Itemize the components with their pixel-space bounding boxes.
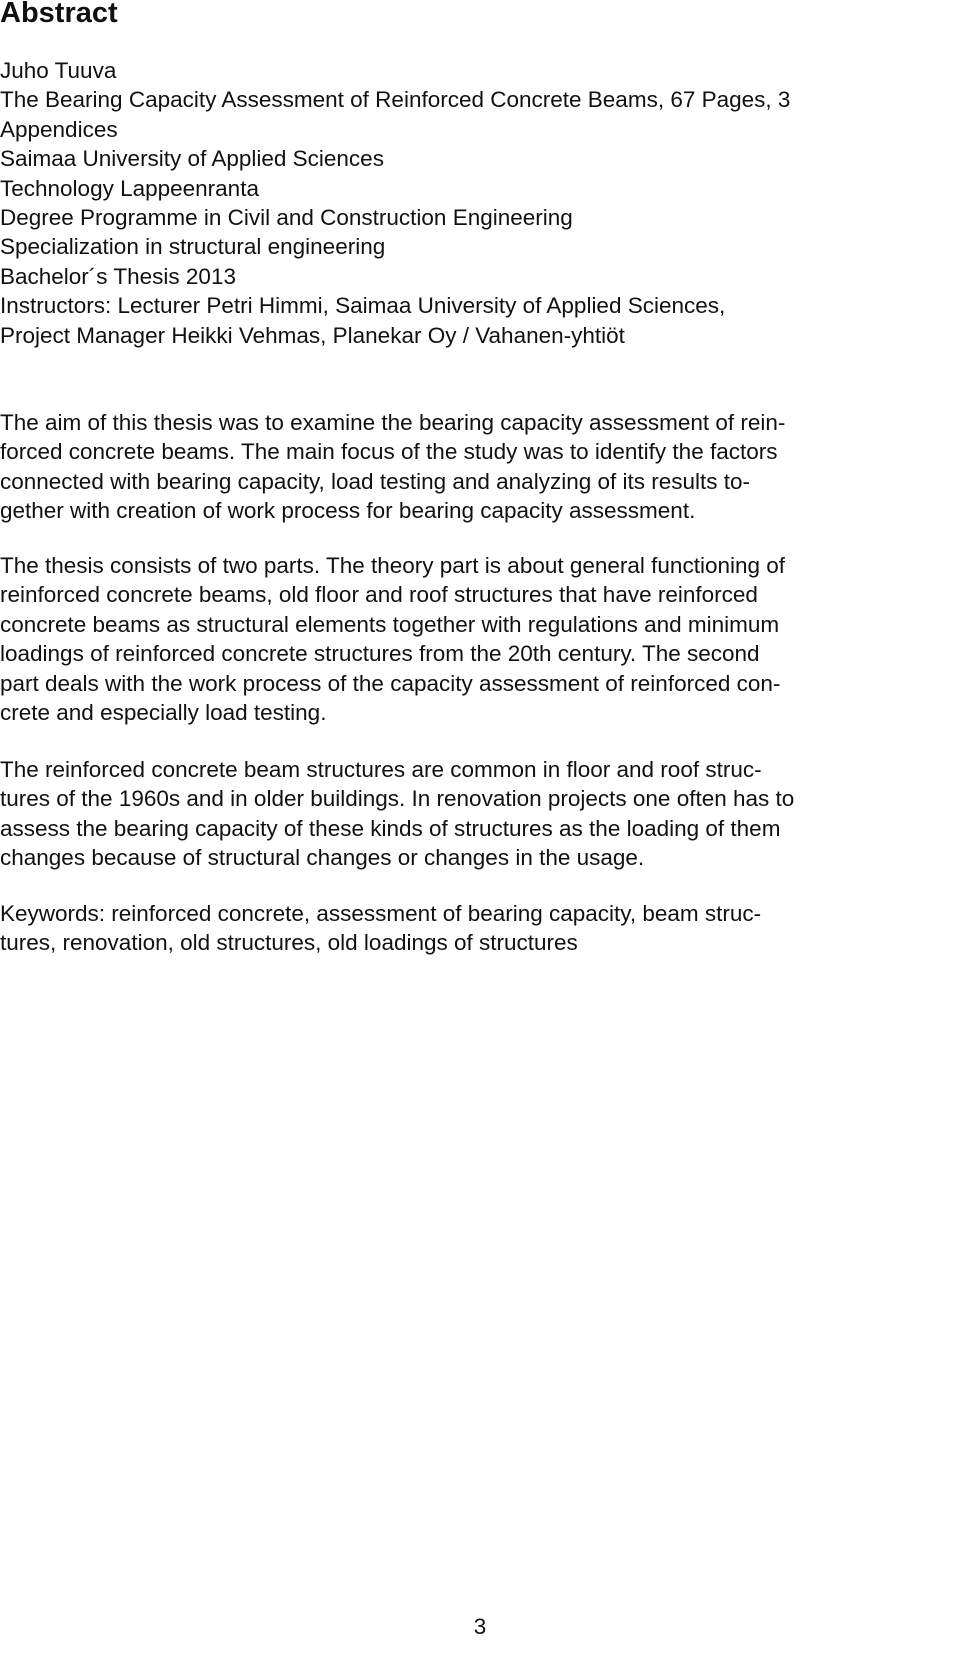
paragraph-line: tures, renovation, old structures, old loadings of structures [0, 930, 578, 956]
paragraph-line: part deals with the work process of the capacity assessment of reinforced con- [0, 670, 781, 696]
university-line: Saimaa University of Applied Sciences [0, 146, 384, 172]
paragraph-line: Keywords: reinforced concrete, assessment of bearing capacity, beam struc- [0, 901, 762, 926]
paragraph-line: gether with creation of work process for bearing capacity assessment. [0, 498, 696, 524]
specialization-line: Specialization in structural engineering [0, 234, 386, 260]
paragraph-line: loadings of reinforced concrete structures from the 20th century. The second [0, 641, 760, 667]
paragraph-line: forced concrete beams. The main focus of the study was to identify the factors [0, 439, 778, 465]
paragraph-line: tures of the 1960s and in older buildings. In renovation projects one often has to [0, 786, 795, 812]
thesis-title-line: The Bearing Capacity Assessment of Reinforced Concrete Beams, 67 Pages, 3 [0, 87, 791, 113]
paragraph-line: The aim of this thesis was to examine the bearing capacity assessment of rein- [0, 410, 786, 435]
keywords-paragraph [0, 899, 930, 958]
page-title: Abstract [0, 0, 118, 29]
thesis-type-line: Bachelor´s Thesis 2013 [0, 263, 236, 289]
paragraph-line: assess the bearing capacity of these kinds of structures as the loading of them [0, 815, 781, 841]
abstract-paragraph-structure [0, 551, 930, 727]
paragraph-line: connected with bearing capacity, load testing and analyzing of its results to- [0, 468, 751, 494]
instructors-line: Instructors: Lecturer Petri Himmi, Saimaa University of Applied Sciences, [0, 293, 726, 319]
faculty-line: Technology Lappeenranta [0, 175, 259, 201]
paragraph-line: concrete beams as structural elements together with regulations and minimum [0, 611, 780, 637]
degree-programme-line: Degree Programme in Civil and Construction Engineering [0, 205, 573, 231]
abstract-paragraph-aim [0, 408, 930, 526]
thesis-info-block [0, 56, 930, 350]
paragraph-line: The thesis consists of two parts. The theory part is about general functioning of [0, 553, 786, 578]
instructors-line-cont: Project Manager Heikki Vehmas, Planekar Oy / Vahanen-yhtiöt [0, 322, 625, 348]
paragraph-line: changes because of structural changes or changes in the usage. [0, 845, 645, 871]
paragraph-line: The reinforced concrete beam structures are common in floor and roof struc- [0, 757, 762, 782]
page-number: 3 [473, 1614, 487, 1639]
paragraph-line: crete and especially load testing. [0, 700, 327, 726]
author-line: Juho Tuuva [0, 58, 117, 83]
thesis-title-line-cont: Appendices [0, 116, 118, 142]
paragraph-line: reinforced concrete beams, old floor and roof structures that have reinforced [0, 582, 758, 608]
abstract-paragraph-context [0, 755, 930, 873]
